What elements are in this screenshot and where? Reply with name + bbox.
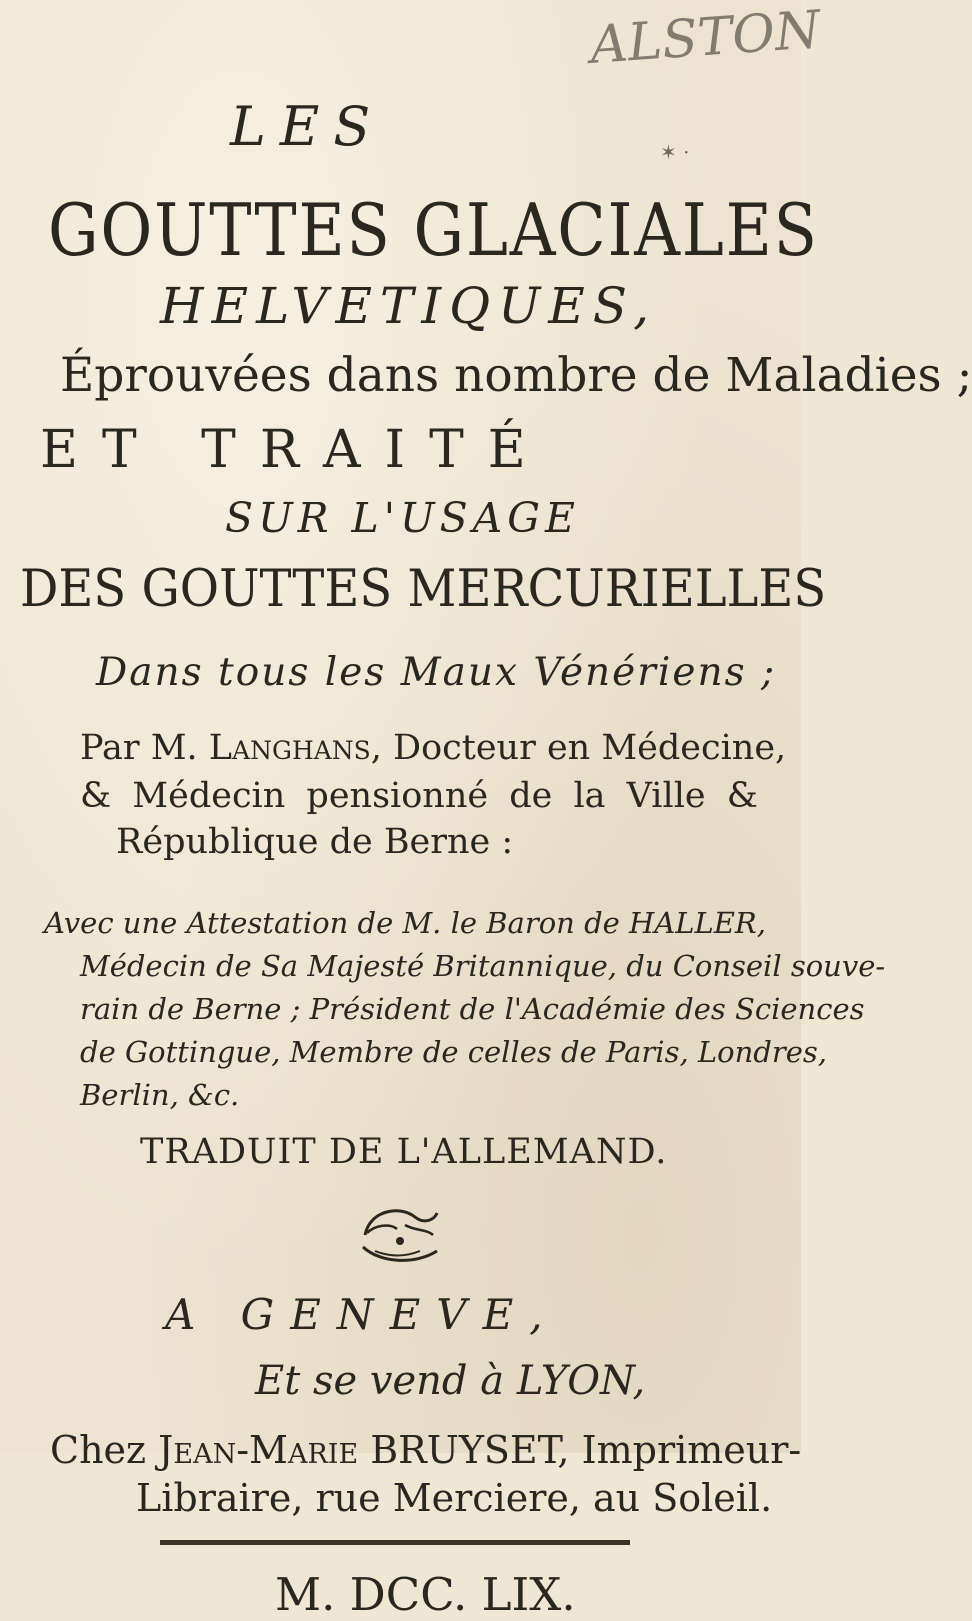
subtitle-maux-veneriens: Dans tous les Maux Vénériens ;: [96, 650, 777, 695]
author-line-1: [80, 728, 786, 768]
title-gouttes-mercurielles: DES GOUTTES MERCURIELLES: [20, 560, 827, 619]
publication-date: M. DCC. LIX.: [275, 1568, 576, 1621]
imprint-address: Libraire, rue Merciere, au Soleil.: [136, 1476, 773, 1520]
imprint-printer-name: Jean-Marie: [158, 1428, 359, 1472]
attestation-line-5: Berlin, &c.: [80, 1078, 240, 1112]
author-line-3: République de Berne :: [116, 822, 514, 862]
author-line-2: & Médecin pensionné de la Ville &: [80, 776, 758, 816]
attestation-line-2: Médecin de Sa Majesté Britannique, du Conseil souve-: [80, 949, 886, 983]
author-title: , Docteur en Médecine,: [370, 728, 787, 768]
fleuron-ornament-icon: [345, 1195, 455, 1275]
attestation-line-3: rain de Berne ; Président de l'Académie des Sciences: [80, 992, 865, 1026]
title-helvetiques: HELVETIQUES,: [160, 277, 658, 335]
title-sur-usage: SUR L'USAGE: [225, 494, 580, 542]
subtitle-eprouvees: Éprouvées dans nombre de Maladies ;: [60, 348, 972, 403]
title-gouttes-glaciales: GOUTTES GLACIALES: [48, 188, 819, 272]
title-les: LES: [230, 95, 385, 158]
translation-note: TRADUIT DE L'ALLEMAND.: [140, 1132, 668, 1172]
author-prefix: Par M.: [80, 728, 209, 768]
imprint-printer: [50, 1428, 801, 1472]
attestation-line-1: Avec une Attestation de M. le Baron de HALLER,: [44, 906, 766, 940]
divider-rule: [160, 1540, 630, 1545]
imprint-printer-suffix: BRUYSET, Imprimeur-: [358, 1428, 802, 1472]
imprint-sold-at: Et se vend à LYON,: [255, 1358, 646, 1404]
ownership-stamp: ALSTON: [588, 0, 823, 76]
imprint-city: A GENEVE,: [165, 1290, 559, 1339]
title-et-traite: ET TRAITÉ: [40, 420, 550, 480]
attestation-line-4: de Gottingue, Membre de celles de Paris, Londres,: [80, 1035, 827, 1069]
ink-speckle-icon: ✶ ·: [660, 140, 690, 164]
author-name: Langhans: [208, 728, 371, 768]
imprint-chez: Chez: [50, 1428, 159, 1472]
